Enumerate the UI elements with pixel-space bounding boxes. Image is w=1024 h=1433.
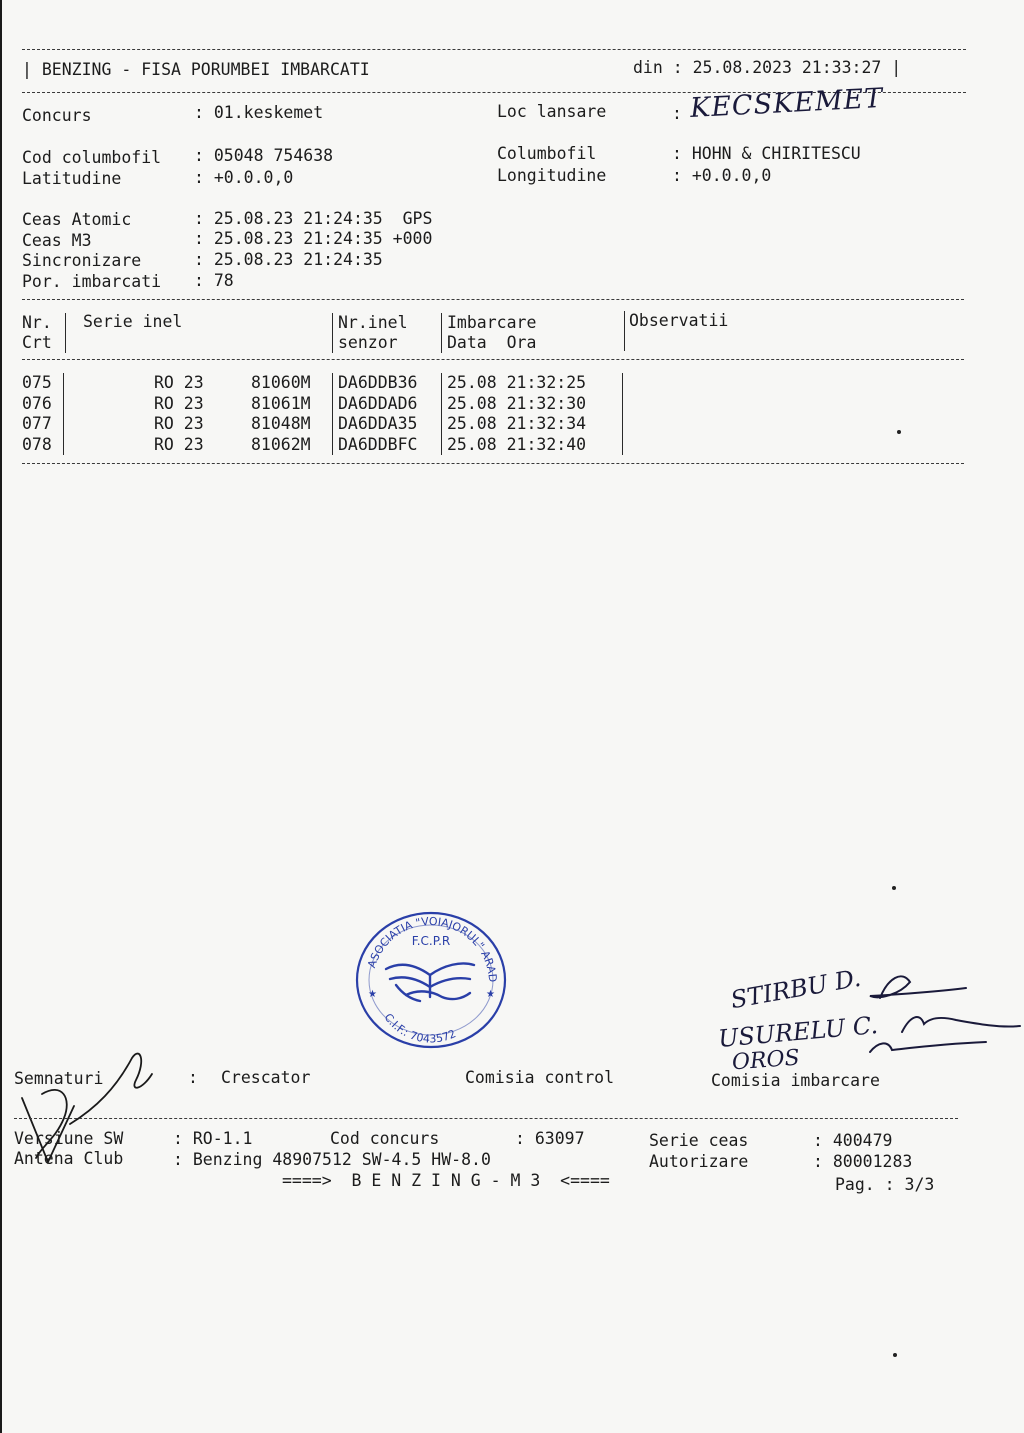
sincronizare-value: : 25.08.23 21:24:35 bbox=[194, 250, 383, 269]
row-serie: RO 23 bbox=[154, 373, 204, 392]
row-inel: 81061M bbox=[251, 394, 311, 413]
row-nr: 076 bbox=[22, 394, 52, 413]
row-serie: RO 23 bbox=[154, 394, 204, 413]
comisia-imbarcare-label: Comisia imbarcare bbox=[711, 1071, 880, 1090]
row-inel: 81048M bbox=[251, 414, 311, 433]
row-inel: 81062M bbox=[251, 435, 311, 454]
header-divider bbox=[624, 311, 625, 351]
report-datetime: din : 25.08.2023 21:33:27 | bbox=[633, 58, 902, 77]
columbofil-value: : HOHN & CHIRITESCU bbox=[672, 144, 861, 163]
cod-columbofil-label: Cod columbofil bbox=[22, 148, 162, 167]
stamp-top-text: ASOCIATIA "VOIAJORUL" ARAD bbox=[365, 914, 500, 983]
cod-columbofil-value: : 05048 754638 bbox=[194, 146, 334, 165]
speck bbox=[893, 1353, 897, 1357]
star-icon: ★ bbox=[368, 989, 377, 1000]
por-imbarcati-value: : 78 bbox=[194, 271, 234, 290]
col-senzor-header: senzor bbox=[338, 333, 398, 352]
por-imbarcati-label: Por. imbarcati bbox=[22, 272, 162, 291]
col-nrinel-header: Nr.inel bbox=[338, 313, 408, 332]
antena-label: Antena Club bbox=[14, 1149, 124, 1168]
ceas-atomic-value: : 25.08.23 21:24:35 GPS bbox=[194, 209, 433, 228]
columbofil-label: Columbofil bbox=[497, 144, 597, 163]
row-divider bbox=[332, 373, 333, 455]
antena-value: : Benzing 48907512 SW-4.5 HW-8.0 bbox=[173, 1150, 491, 1169]
cod-concurs-label: Cod concurs bbox=[330, 1129, 440, 1148]
ceas-atomic-label: Ceas Atomic bbox=[22, 210, 132, 229]
col-observatii-header: Observatii bbox=[629, 311, 729, 330]
top-rule bbox=[22, 49, 966, 50]
cod-concurs-value: : 63097 bbox=[515, 1129, 585, 1148]
ceas-m3-label: Ceas M3 bbox=[22, 231, 92, 250]
autorizare-value: : 80001283 bbox=[813, 1152, 913, 1171]
loc-lansare-label: Loc lansare bbox=[497, 102, 607, 121]
speck bbox=[892, 886, 896, 890]
ceas-m3-value: : 25.08.23 21:24:35 +000 bbox=[194, 229, 433, 248]
versiune-label: Versiune SW bbox=[14, 1129, 124, 1148]
row-senzor: DA6DDBFC bbox=[338, 435, 418, 454]
row-inel: 81060M bbox=[251, 373, 311, 392]
comisia-control-label: Comisia control bbox=[465, 1068, 615, 1087]
col-nr-header: Nr. bbox=[22, 313, 52, 332]
crescator-label: Crescator bbox=[221, 1068, 311, 1087]
col-dataora-header: Data Ora bbox=[447, 333, 537, 352]
page-number: Pag. : 3/3 bbox=[835, 1175, 935, 1194]
footer-rule bbox=[14, 1118, 958, 1119]
row-datetime: 25.08 21:32:30 bbox=[447, 394, 587, 413]
signature-name: STIRBU D. bbox=[728, 963, 863, 1015]
star-icon: ★ bbox=[486, 989, 495, 1000]
stamp-bottom-text: C.I.F.: 7043572 bbox=[381, 1011, 458, 1046]
signatures-label: Semnaturi bbox=[14, 1069, 104, 1088]
header-divider bbox=[441, 313, 442, 353]
signature-name: USURELU C. bbox=[717, 1011, 880, 1053]
autorizare-label: Autorizare bbox=[649, 1152, 749, 1171]
dove-icon bbox=[386, 963, 474, 1001]
col-crt-header: Crt bbox=[22, 333, 52, 352]
row-datetime: 25.08 21:32:34 bbox=[447, 414, 587, 433]
longitudine-label: Longitudine bbox=[497, 166, 607, 185]
versiune-value: : RO-1.1 bbox=[173, 1129, 253, 1148]
row-divider bbox=[622, 373, 623, 455]
longitudine-value: : +0.0.0,0 bbox=[672, 166, 772, 185]
header-divider bbox=[332, 313, 333, 353]
row-divider bbox=[63, 373, 64, 455]
row-serie: RO 23 bbox=[154, 414, 204, 433]
table-header-rule bbox=[22, 359, 964, 360]
latitudine-value: : +0.0.0,0 bbox=[194, 168, 294, 187]
col-imbarcare-header: Imbarcare bbox=[447, 313, 537, 332]
stamp-middle-text: F.C.P.R bbox=[411, 934, 451, 948]
paper-edge bbox=[0, 0, 2, 1433]
signatures-colon: : bbox=[188, 1068, 198, 1087]
row-senzor: DA6DDA35 bbox=[338, 414, 418, 433]
row-nr: 077 bbox=[22, 414, 52, 433]
association-stamp bbox=[346, 905, 514, 1055]
row-senzor: DA6DDB36 bbox=[338, 373, 418, 392]
serie-ceas-label: Serie ceas bbox=[649, 1131, 749, 1150]
header-divider bbox=[65, 313, 66, 353]
signature-name: OROS bbox=[731, 1045, 801, 1076]
concurs-value: : 01.keskemet bbox=[194, 103, 324, 122]
table-top-rule bbox=[22, 299, 964, 300]
table-bottom-rule bbox=[22, 463, 964, 464]
loc-lansare-handwritten: KECSKEMET bbox=[689, 82, 884, 125]
row-datetime: 25.08 21:32:25 bbox=[447, 373, 587, 392]
row-divider bbox=[441, 373, 442, 455]
col-serie-header: Serie inel bbox=[83, 312, 183, 331]
row-datetime: 25.08 21:32:40 bbox=[447, 435, 587, 454]
speck bbox=[897, 430, 901, 434]
benzing-banner: ====> B E N Z I N G - M 3 <==== bbox=[282, 1171, 610, 1190]
signature-scribble-commission bbox=[840, 960, 1024, 1070]
concurs-label: Concurs bbox=[22, 106, 92, 125]
loc-lansare-colon: : bbox=[672, 104, 682, 123]
row-senzor: DA6DDAD6 bbox=[338, 394, 418, 413]
serie-ceas-value: : 400479 bbox=[813, 1131, 893, 1150]
latitudine-label: Latitudine bbox=[22, 169, 122, 188]
row-nr: 075 bbox=[22, 373, 52, 392]
report-title: | BENZING - FISA PORUMBEI IMBARCATI bbox=[22, 60, 370, 79]
row-serie: RO 23 bbox=[154, 435, 204, 454]
row-nr: 078 bbox=[22, 435, 52, 454]
sincronizare-label: Sincronizare bbox=[22, 251, 142, 270]
